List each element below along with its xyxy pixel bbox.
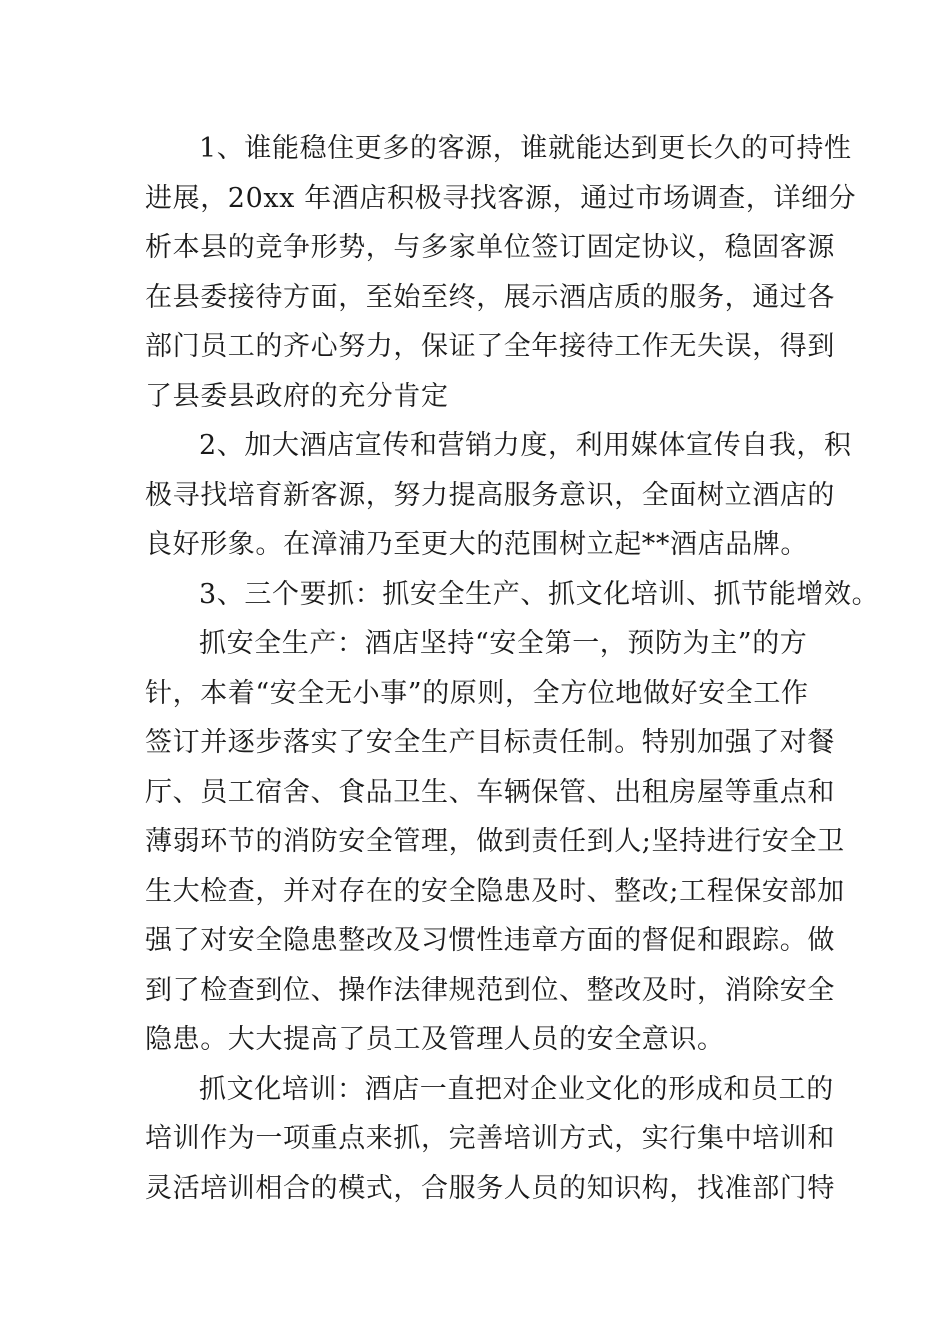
text-line: 培训作为一项重点来抓，完善培训方式，实行集中培训和 (145, 1123, 835, 1154)
text-line: 3、三个要抓：抓安全生产、抓文化培训、抓节能增效。 (199, 578, 880, 610)
text-line: 了县委县政府的充分肯定 (145, 380, 449, 412)
body-text (145, 124, 880, 1213)
text-line: 薄弱环节的消防安全管理，做到责任到人;坚持进行安全卫 (145, 826, 845, 857)
text-line: 到了检查到位、操作法律规范到位、整改及时，消除安全 (145, 974, 835, 1006)
text-line: 部门员工的齐心努力，保证了全年接待工作无失误，得到 (145, 331, 835, 362)
text-line: 2、加大酒店宣传和营销力度，利用媒体宣传自我，积 (199, 430, 852, 461)
text-line: 厅、员工宿舍、食品卫生、车辆保管、出租房屋等重点和 (145, 776, 835, 808)
text-line: 强了对安全隐患整改及习惯性违章方面的督促和跟踪。做 (145, 925, 835, 956)
text-line: 签订并逐步落实了安全生产目标责任制。特别加强了对餐 (145, 727, 835, 758)
text-line: 针，本着“安全无小事”的原则，全方位地做好安全工作 (145, 677, 809, 709)
text-line: 极寻找培育新客源，努力提高服务意识，全面树立酒店的 (145, 479, 835, 511)
text-line: 隐患。大大提高了员工及管理人员的安全意识。 (145, 1024, 725, 1055)
text-line: 1、谁能稳住更多的客源，谁就能达到更长久的可持性 (199, 133, 852, 164)
text-line: 进展，20xx 年酒店积极寻找客源，通过市场调查，详细分 (145, 182, 857, 214)
text-line: 灵活培训相合的模式，合服务人员的知识构，找准部门特 (145, 1172, 835, 1204)
text-line: 析本县的竞争形势，与多家单位签订固定协议，稳固客源 (145, 232, 835, 263)
text-line: 生大检查，并对存在的安全隐患及时、整改;工程保安部加 (145, 875, 845, 907)
text-line: 良好形象。在漳浦乃至更大的范围树立起**酒店品牌。 (145, 529, 808, 560)
text-line: 抓文化培训：酒店一直把对企业文化的形成和员工的 (199, 1073, 834, 1105)
text-line: 在县委接待方面，至始至终，展示酒店质的服务，通过各 (145, 281, 835, 313)
text-line: 抓安全生产：酒店坚持“安全第一，预防为主”的方 (199, 628, 808, 659)
